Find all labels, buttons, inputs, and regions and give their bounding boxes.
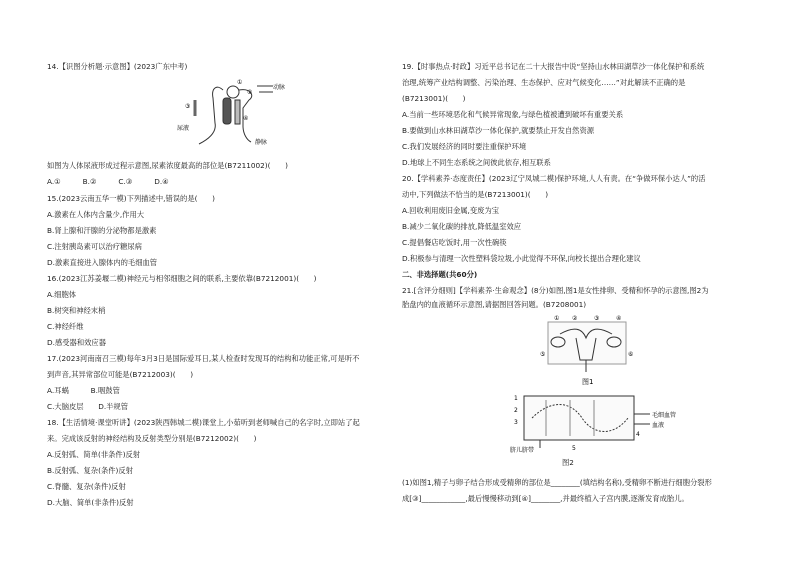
urine-label: 尿液 xyxy=(177,125,190,132)
question-15-option-a: A.激素在人体内含量少,作用大 xyxy=(47,210,145,219)
question-16-option-d: D.感受器和效应器 xyxy=(47,338,107,347)
mark-4: ④ xyxy=(243,115,249,122)
question-18-stem: 18.【生活情境·课堂听讲】(2023陕西韩城二模)课堂上,小茹听到老师喊自己的名字时,立即站了起 xyxy=(47,418,360,427)
question-14-title: 14.【识图分析题·示意图】(2023广东中考) xyxy=(47,62,188,71)
question-16-option-c: C.神经纤维 xyxy=(47,322,84,331)
question-19-option-c: C.我们发展经济的同时要注重保护环境 xyxy=(402,142,527,151)
section-2-heading: 二、非选择题(共60分) xyxy=(402,270,478,279)
question-15-option-b: B.肾上腺和汗腺的分泌物都是激素 xyxy=(47,226,157,235)
question-19-stem-3: (B7213001)( ) xyxy=(402,94,466,103)
question-20-option-a: A.回收利用废旧金属,变废为宝 xyxy=(402,206,500,215)
question-18-option-a: A.反射弧、简单(非条件)反射 xyxy=(47,450,141,459)
mark-2: ② xyxy=(247,89,253,96)
fig1-mark-2: ② xyxy=(572,315,578,322)
fig2-blood-label: 血液 xyxy=(652,422,665,429)
fig2-mark-1: 1 xyxy=(514,395,518,402)
question-18-option-d: D.大脑、简单(非条件)反射 xyxy=(47,498,134,507)
fig2-caption: 图2 xyxy=(562,458,574,467)
fig2-mark-3: 3 xyxy=(514,419,518,426)
fig2-mark-4: 4 xyxy=(636,431,640,438)
mark-3: ③ xyxy=(185,103,191,110)
question-17-stem-2: 到声音,其异常部位可能是(B7212003)( ) xyxy=(47,370,194,379)
question-16-option-b: B.树突和神经末梢 xyxy=(47,306,106,315)
question-15-option-d: D.激素直接进入腺体内的毛细血管 xyxy=(47,258,158,267)
question-19-stem: 19.【时事热点·时政】习近平总书记在二十大报告中说“坚持山水林田湖草沙一体化保护和系统 xyxy=(402,62,705,71)
vein-label: 静脉 xyxy=(255,139,268,146)
question-17-options-ab: A.耳蜗 B.咽鼓管 xyxy=(47,386,120,395)
question-20-option-d: D.积极参与清理一次性塑料袋垃圾,小此觉得不环保,向校长提出合理化建议 xyxy=(402,254,641,263)
question-20-option-b: B.减少二氧化碳的排放,降低温室效应 xyxy=(402,222,522,231)
question-15-stem: 15.(2023云南五华一模)下列描述中,错误的是( ) xyxy=(47,194,215,203)
question-19-option-d: D.地球上不同生态系统之间彼此依存,相互联系 xyxy=(402,158,551,167)
question-15-option-c: C.注射胰岛素可以治疗糖尿病 xyxy=(47,242,142,251)
fig2-mark-2: 2 xyxy=(514,407,518,414)
question-20-option-c: C.提倡餐店吃饭时,用一次性碗筷 xyxy=(402,238,507,247)
question-19-stem-2: 治理,统筹产业结构调整、污染治理、生态保护、应对气候变化……”对此解读不正确的是 xyxy=(402,78,686,87)
question-17-stem: 17.(2023河南南召三模)每年3月3日是国际爱耳日,某人检查时发现耳的结构和功能正常,可是听不 xyxy=(47,354,360,363)
artery-label: 动脉 xyxy=(273,84,286,91)
left-column xyxy=(47,0,392,562)
question-17-options-cd: C.大脑皮层 D.半规管 xyxy=(47,402,129,411)
fig1-mark-5: ⑤ xyxy=(540,351,546,358)
question-18-option-c: C.脊髓、复杂(条件)反射 xyxy=(47,482,126,491)
fig1-mark-6: ⑥ xyxy=(628,351,634,358)
question-21-stem: 21.[含评分细则]【学科素养·生命观念】(8分)如图,图1是女性排卵、受精和怀孕的示意图,图2为 xyxy=(402,286,709,295)
question-21-sub-1-line-2: 成[③]____________,最后慢慢移动到[④]________,并最终植入子宫内膜,逐渐发育成胎儿。 xyxy=(402,494,689,503)
fig2-capillary-label: 毛细血管 xyxy=(652,412,677,419)
fig1-caption: 图1 xyxy=(582,378,594,386)
question-19-option-a: A.当前一些环境恶化和气候异常现象,与绿色植被遭到破坏有重要关系 xyxy=(402,110,624,119)
fig1-mark-3: ③ xyxy=(594,315,600,322)
question-20-stem-2: 动中,下列做法不恰当的是(B7213001)( ) xyxy=(402,190,549,199)
question-18-option-b: B.反射弧、复杂(条件)反射 xyxy=(47,466,133,475)
figure-urine-formation xyxy=(177,78,287,150)
question-16-stem: 16.(2023江苏姜堰二模)神经元与相邻细胞之间的联系,主要依靠(B7212001)( ) xyxy=(47,274,317,283)
right-column xyxy=(402,0,747,562)
question-16-option-a: A.细胞体 xyxy=(47,290,77,299)
question-21-stem-2: 胎盘内的血液循环示意图,请据图回答问题。(B7208001) xyxy=(402,300,587,309)
question-14-options: A.① B.② C.③ D.④ xyxy=(47,177,169,186)
question-20-stem: 20.【学科素养·态度责任】(2023辽宁凤城二模)保护环境,人人有责。在“争做环保小达人”的活 xyxy=(402,174,706,183)
fig2-cord-label: 脐儿脐带 xyxy=(510,447,535,454)
figure-2-placenta xyxy=(510,390,690,456)
fig1-mark-4: ④ xyxy=(616,315,622,322)
figure-1-uterus xyxy=(530,312,640,388)
question-18-stem-2: 来。完成该反射的神经结构及反射类型分别是(B7212002)( ) xyxy=(47,434,257,443)
question-19-option-b: B.要做到山水林田湖草沙一体化保护,就要禁止开发自然资源 xyxy=(402,126,595,135)
fig2-mark-5: 5 xyxy=(572,445,576,452)
mark-1: ① xyxy=(237,79,243,86)
fig1-mark-1: ① xyxy=(554,315,560,322)
question-14-stem: 如图为人体尿液形成过程示意图,尿素浓度最高的部位是(B7211002)( ) xyxy=(47,161,288,170)
question-21-sub-1: (1)如图1,精子与卵子结合形成受精卵的部位是________(填结构名称),受精卵不断进行细胞分裂形 xyxy=(402,478,712,487)
